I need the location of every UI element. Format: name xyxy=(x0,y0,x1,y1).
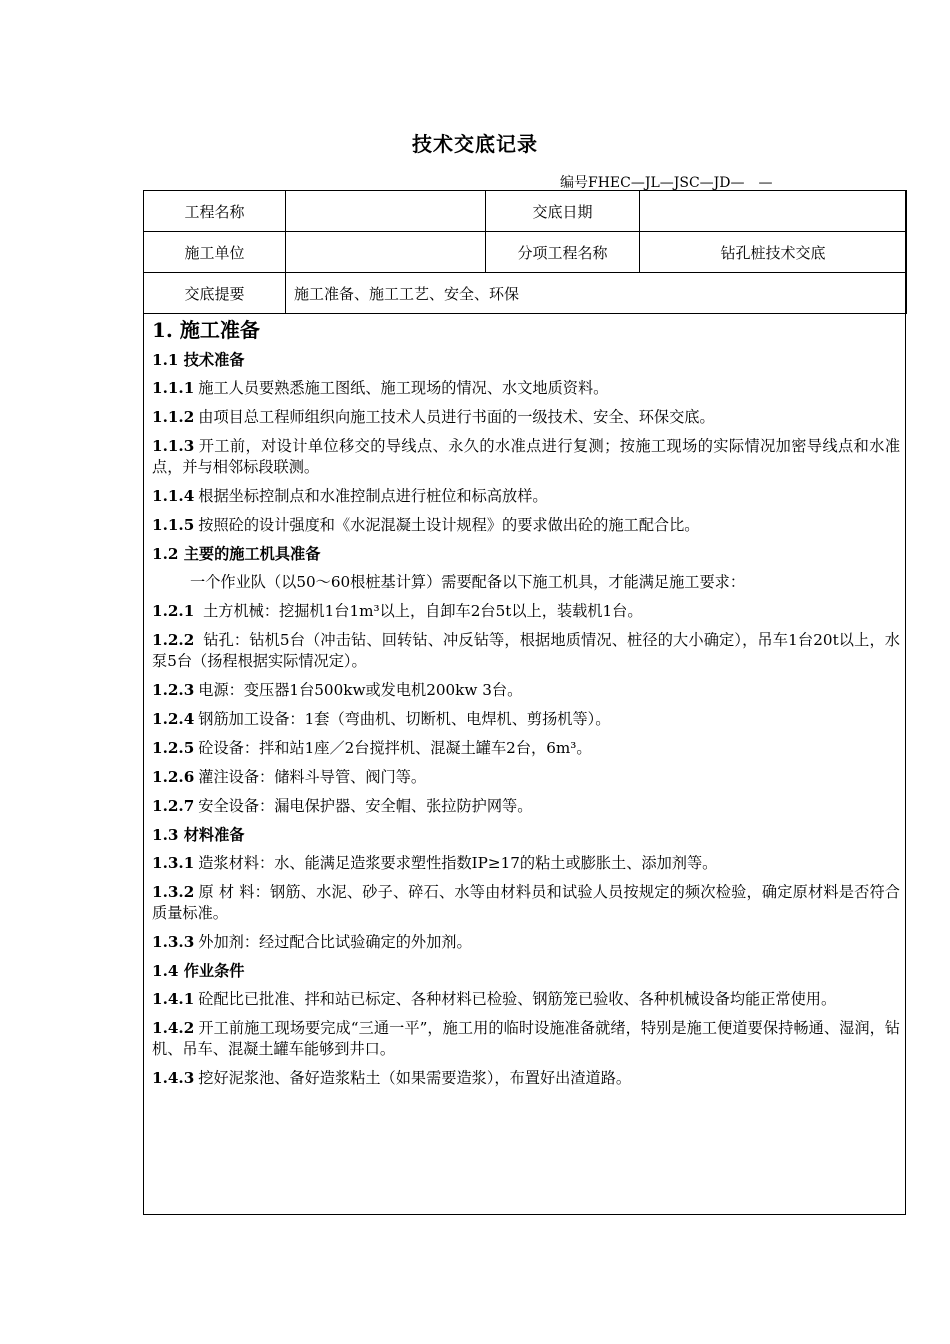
item-text: 开工前，对设计单位移交的导线点、永久的水准点进行复测；按施工现场的实际情况加密导线点和水准点，并与相邻标段联测。 xyxy=(152,437,900,476)
item-number: 1.1.1 xyxy=(152,379,195,397)
item-number: 1.4.2 xyxy=(152,1019,195,1037)
item-number: 1.1.4 xyxy=(152,487,195,505)
date-label: 交底日期 xyxy=(486,191,640,232)
paragraph xyxy=(152,486,900,507)
item-text: 砼配比已批准、拌和站已标定、各种材料已检验、钢筋笼已验收、各种机械设备均能正常使用。 xyxy=(198,990,837,1008)
subsection-heading: 1.2 主要的施工机具准备 xyxy=(152,545,321,563)
paragraph xyxy=(152,932,900,953)
paragraph xyxy=(152,407,900,428)
item-number: 1.4.1 xyxy=(152,990,195,1008)
subsection-heading: 1.3 材料准备 xyxy=(152,826,245,844)
item-text: 挖好泥浆池、备好造浆粘土（如果需要造浆），布置好出渣道路。 xyxy=(198,1069,632,1087)
project-name-label: 工程名称 xyxy=(144,191,286,232)
paragraph: 一个作业队（以50～60根桩基计算）需要配备以下施工机具，才能满足施工要求： xyxy=(190,573,746,591)
item-text: 土方机械：挖掘机1台1m³以上，自卸车2台5t以上，装载机1台。 xyxy=(198,602,643,620)
item-text: 根据坐标控制点和水准控制点进行桩位和标高放样。 xyxy=(198,487,548,505)
table-row xyxy=(144,232,907,273)
item-text: 外加剂：经过配合比试验确定的外加剂。 xyxy=(198,933,472,951)
page-title: 技术交底记录 xyxy=(412,132,538,156)
item-number: 1.1.3 xyxy=(152,437,195,455)
project-name-value xyxy=(286,191,486,232)
paragraph xyxy=(152,630,900,672)
document-number: 编号FHEC—JL—JSC—JD— — xyxy=(560,175,773,191)
unit-value xyxy=(286,232,486,273)
subitem-value: 钻孔桩技术交底 xyxy=(640,232,907,273)
item-number: 1.4.3 xyxy=(152,1069,195,1087)
header-table xyxy=(143,190,907,314)
item-number: 1.2.6 xyxy=(152,768,195,786)
paragraph xyxy=(152,436,900,478)
item-text: 开工前施工现场要完成“三通一平”，施工用的临时设施准备就绪，特别是施工便道要保持畅通、湿润，钻机、吊车、混凝土罐车能够到井口。 xyxy=(152,1019,900,1058)
item-text: 砼设备：拌和站1座／2台搅拌机、混凝土罐车2台，6m³。 xyxy=(198,739,592,757)
item-number: 1.2.4 xyxy=(152,710,195,728)
subsection-heading: 1.4 作业条件 xyxy=(152,962,245,980)
paragraph xyxy=(152,767,900,788)
item-number: 1.1.5 xyxy=(152,516,195,534)
item-text: 钻孔：钻机5台（冲击钻、回转钻、冲反钻等，根据地质情况、桩径的大小确定），吊车1台20t以上，水泵5台（扬程根据实际情况定）。 xyxy=(152,631,900,670)
unit-label: 施工单位 xyxy=(144,232,286,273)
paragraph xyxy=(152,378,900,399)
item-number: 1.2.7 xyxy=(152,797,195,815)
paragraph xyxy=(152,680,900,701)
item-number: 1.3.1 xyxy=(152,854,195,872)
table-row xyxy=(144,191,907,232)
item-text: 钢筋加工设备：1套（弯曲机、切断机、电焊机、剪扬机等）。 xyxy=(198,710,611,728)
paragraph xyxy=(152,1018,900,1060)
subitem-label: 分项工程名称 xyxy=(486,232,640,273)
paragraph xyxy=(152,738,900,759)
item-text: 电源：变压器1台500kw或发电机200kw 3台。 xyxy=(198,681,523,699)
summary-value: 施工准备、施工工艺、安全、环保 xyxy=(286,273,907,314)
paragraph xyxy=(152,709,900,730)
item-number: 1.3.2 xyxy=(152,883,195,901)
item-text: 造浆材料：水、能满足造浆要求塑性指数IP≥17的粘土或膨胀土、添加剂等。 xyxy=(198,854,718,872)
item-text: 按照砼的设计强度和《水泥混凝土设计规程》的要求做出砼的施工配合比。 xyxy=(198,516,700,534)
section-heading: 1. 施工准备 xyxy=(152,318,260,342)
document-body xyxy=(152,316,900,1097)
paragraph xyxy=(152,796,900,817)
date-value xyxy=(640,191,907,232)
paragraph xyxy=(152,515,900,536)
paragraph xyxy=(152,989,900,1010)
item-text: 原 材 料：钢筋、水泥、砂子、碎石、水等由材料员和试验人员按规定的频次检验，确定原材料是否符合质量标准。 xyxy=(152,883,900,922)
paragraph xyxy=(152,1068,900,1089)
item-number: 1.3.3 xyxy=(152,933,195,951)
paragraph xyxy=(152,882,900,924)
item-text: 安全设备：漏电保护器、安全帽、张拉防护网等。 xyxy=(198,797,533,815)
item-text: 灌注设备：储料斗导管、阀门等。 xyxy=(198,768,427,786)
item-text: 由项目总工程师组织向施工技术人员进行书面的一级技术、安全、环保交底。 xyxy=(198,408,715,426)
item-number: 1.2.2 xyxy=(152,631,195,649)
item-text: 施工人员要熟悉施工图纸、施工现场的情况、水文地质资料。 xyxy=(198,379,609,397)
item-number: 1.1.2 xyxy=(152,408,195,426)
summary-label: 交底提要 xyxy=(144,273,286,314)
table-row xyxy=(144,273,907,314)
item-number: 1.2.5 xyxy=(152,739,195,757)
item-number: 1.2.1 xyxy=(152,602,195,620)
paragraph xyxy=(152,853,900,874)
paragraph xyxy=(152,601,900,622)
subsection-heading: 1.1 技术准备 xyxy=(152,351,245,369)
item-number: 1.2.3 xyxy=(152,681,195,699)
